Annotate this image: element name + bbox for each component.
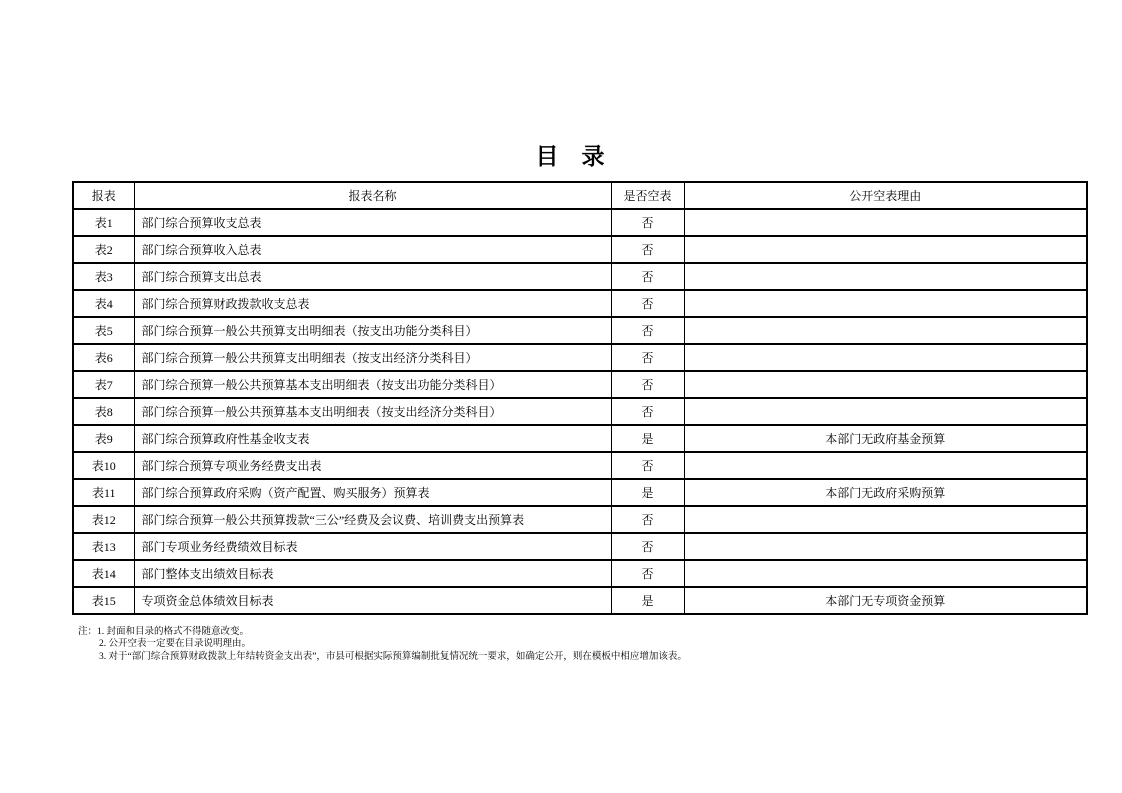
table-row — [73, 209, 1087, 236]
report-name-cell: 部门综合预算一般公共预算支出明细表（按支出经济分类科目） — [134, 344, 611, 371]
report-name-cell: 部门整体支出绩效目标表 — [134, 560, 611, 587]
empty-flag-cell: 是 — [611, 425, 684, 452]
toc-table — [72, 181, 1088, 615]
report-id-cell: 表8 — [73, 398, 134, 425]
column-header-report-name: 报表名称 — [134, 182, 611, 209]
note-line-2: 2. 公开空表一定要在目录说明理由。 — [99, 639, 252, 650]
empty-flag-cell: 否 — [611, 263, 684, 290]
empty-flag-cell: 否 — [611, 317, 684, 344]
empty-flag-cell: 是 — [611, 479, 684, 506]
reason-cell: 本部门无政府基金预算 — [684, 425, 1087, 452]
table-row — [73, 425, 1087, 452]
reason-cell — [684, 290, 1087, 317]
reason-cell — [684, 371, 1087, 398]
table-row — [73, 479, 1087, 506]
report-id-cell: 表5 — [73, 317, 134, 344]
table-row — [73, 587, 1087, 614]
reason-cell: 本部门无专项资金预算 — [684, 587, 1087, 614]
report-id-cell: 表2 — [73, 236, 134, 263]
table-header-row — [73, 182, 1087, 209]
column-header-is-empty: 是否空表 — [611, 182, 684, 209]
empty-flag-cell: 否 — [611, 344, 684, 371]
reason-cell — [684, 236, 1087, 263]
table-row — [73, 560, 1087, 587]
report-id-cell: 表1 — [73, 209, 134, 236]
reason-cell — [684, 398, 1087, 425]
report-name-cell: 部门综合预算一般公共预算基本支出明细表（按支出功能分类科目） — [134, 371, 611, 398]
empty-flag-cell: 否 — [611, 290, 684, 317]
report-name-cell: 部门综合预算专项业务经费支出表 — [134, 452, 611, 479]
reason-cell — [684, 209, 1087, 236]
notes-prefix: 注： — [78, 627, 98, 637]
report-id-cell: 表12 — [73, 506, 134, 533]
note-text: 1. 封面和目录的格式不得随意改变。 — [97, 627, 250, 637]
column-header-empty-reason: 公开空表理由 — [684, 182, 1087, 209]
table-row — [73, 398, 1087, 425]
empty-flag-cell: 否 — [611, 398, 684, 425]
empty-flag-cell: 是 — [611, 587, 684, 614]
report-name-cell: 专项资金总体绩效目标表 — [134, 587, 611, 614]
report-id-cell: 表3 — [73, 263, 134, 290]
table-row — [73, 506, 1087, 533]
table-row — [73, 317, 1087, 344]
table-row — [73, 533, 1087, 560]
column-header-report: 报表 — [73, 182, 134, 209]
report-name-cell: 部门综合预算财政拨款收支总表 — [134, 290, 611, 317]
report-id-cell: 表11 — [73, 479, 134, 506]
report-id-cell: 表13 — [73, 533, 134, 560]
empty-flag-cell: 否 — [611, 209, 684, 236]
report-name-cell: 部门综合预算一般公共预算支出明细表（按支出功能分类科目） — [134, 317, 611, 344]
report-id-cell: 表15 — [73, 587, 134, 614]
reason-cell — [684, 317, 1087, 344]
report-name-cell: 部门综合预算支出总表 — [134, 263, 611, 290]
table-row — [73, 452, 1087, 479]
table-row — [73, 344, 1087, 371]
report-id-cell: 表6 — [73, 344, 134, 371]
notes — [78, 626, 687, 663]
report-name-cell: 部门综合预算收入总表 — [134, 236, 611, 263]
empty-flag-cell: 否 — [611, 371, 684, 398]
report-id-cell: 表10 — [73, 452, 134, 479]
reason-cell — [684, 533, 1087, 560]
report-name-cell: 部门综合预算一般公共预算拨款“三公”经费及会议费、培训费支出预算表 — [134, 506, 611, 533]
report-name-cell: 部门综合预算一般公共预算基本支出明细表（按支出经济分类科目） — [134, 398, 611, 425]
report-id-cell: 表4 — [73, 290, 134, 317]
report-name-cell: 部门综合预算政府性基金收支表 — [134, 425, 611, 452]
reason-cell — [684, 344, 1087, 371]
report-name-cell: 部门综合预算收支总表 — [134, 209, 611, 236]
note-line-3: 3. 对于“部门综合预算财政拨款上年结转资金支出表”，市县可根据实际预算编制批复情况统一要求，如确定公开，则在模板中相应增加该表。 — [99, 651, 687, 662]
table-row — [73, 371, 1087, 398]
reason-cell: 本部门无政府采购预算 — [684, 479, 1087, 506]
report-name-cell: 部门综合预算政府采购（资产配置、购买服务）预算表 — [134, 479, 611, 506]
reason-cell — [684, 506, 1087, 533]
empty-flag-cell: 否 — [611, 560, 684, 587]
table-row — [73, 236, 1087, 263]
empty-flag-cell: 否 — [611, 506, 684, 533]
reason-cell — [684, 263, 1087, 290]
report-id-cell: 表9 — [73, 425, 134, 452]
page-title: 目 录 — [535, 144, 605, 169]
report-name-cell: 部门专项业务经费绩效目标表 — [134, 533, 611, 560]
reason-cell — [684, 560, 1087, 587]
reason-cell — [684, 452, 1087, 479]
table-row — [73, 263, 1087, 290]
empty-flag-cell: 否 — [611, 452, 684, 479]
report-id-cell: 表7 — [73, 371, 134, 398]
empty-flag-cell: 否 — [611, 533, 684, 560]
table-row — [73, 290, 1087, 317]
note-line-1 — [78, 626, 687, 638]
empty-flag-cell: 否 — [611, 236, 684, 263]
report-id-cell: 表14 — [73, 560, 134, 587]
